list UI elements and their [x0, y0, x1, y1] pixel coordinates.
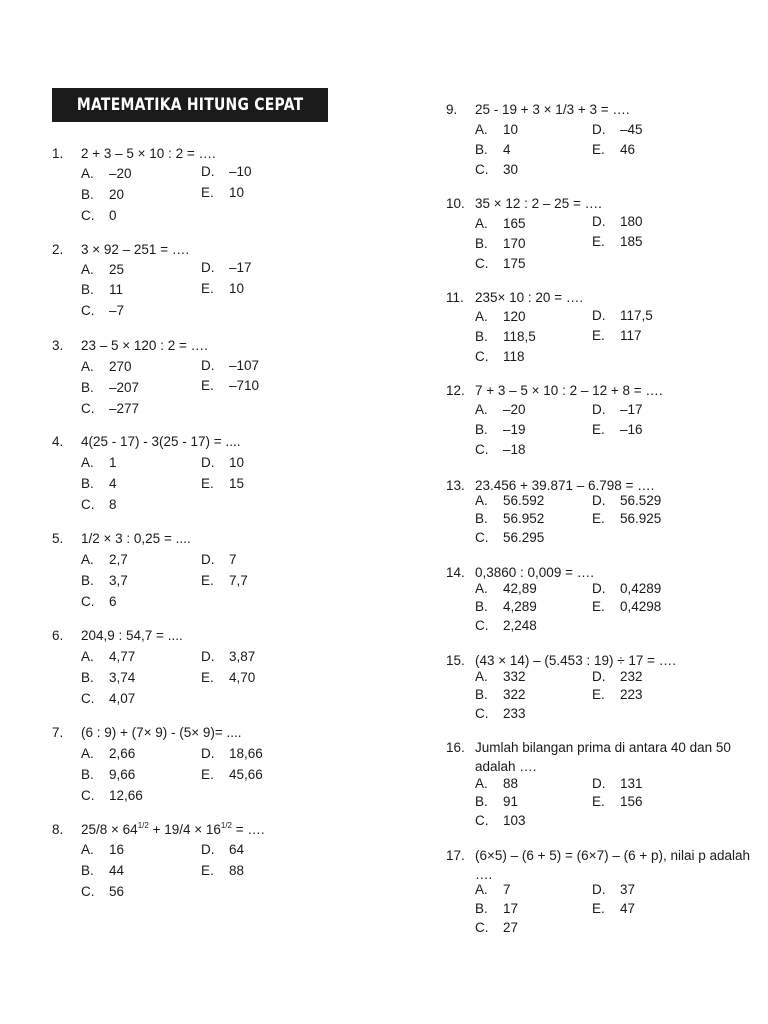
option-d: D. 117,5	[592, 308, 653, 323]
question-stem: 23 – 5 × 120 : 2 = ….	[81, 338, 208, 353]
option-d: D. 10	[201, 455, 245, 470]
question-stem: (6×5) – (6 + 5) = (6×7) – (6 + p), nilai p adalah ….	[475, 848, 751, 882]
question-stem: (6 : 9) + (7× 9) - (5× 9)= ....	[81, 725, 242, 740]
option-e: E. 46	[592, 142, 636, 157]
option-a: A. 56.592	[475, 493, 545, 508]
option-b: B. 3,7	[81, 573, 128, 588]
option-c: C. 56.295	[475, 530, 545, 545]
option-b: B. –207	[81, 380, 140, 395]
option-a: A. 165	[475, 216, 526, 231]
option-a: A. –20	[81, 166, 132, 181]
title-banner	[52, 88, 328, 122]
option-c: C. 103	[475, 813, 526, 828]
option-c: C. 30	[475, 162, 519, 177]
option-d: D. 0,4289	[592, 581, 662, 596]
question-stem: 204,9 : 54,7 = ....	[81, 628, 183, 643]
option-d: D. –17	[201, 260, 252, 275]
option-c: C. 56	[81, 884, 125, 899]
option-d: D. 37	[592, 882, 636, 897]
option-a: A. 7	[475, 882, 511, 897]
option-b: B. 118,5	[475, 329, 536, 344]
option-a: A. 10	[475, 122, 519, 137]
option-b: B. 322	[475, 687, 526, 702]
option-d: D. –45	[592, 122, 643, 137]
option-c: C. 6	[81, 594, 117, 609]
option-e: E. 88	[201, 863, 245, 878]
option-c: C. 27	[475, 920, 519, 935]
option-c: C. 4,07	[81, 691, 136, 706]
option-b: B. 4	[81, 476, 117, 491]
option-b: B. 17	[475, 901, 519, 916]
option-d: D. 56.529	[592, 493, 662, 508]
option-a: A. 120	[475, 309, 526, 324]
option-a: A. –20	[475, 402, 526, 417]
option-e: E. 0,4298	[592, 599, 662, 614]
question-stem: 23.456 + 39.871 – 6.798 = ….	[475, 478, 655, 493]
option-d: D. 64	[201, 842, 245, 857]
option-b: B. 11	[81, 282, 124, 297]
option-e: E. 4,70	[201, 670, 256, 685]
option-a: A. 88	[475, 776, 519, 791]
option-d: D. 18,66	[201, 746, 263, 761]
option-d: D. –107	[201, 358, 260, 373]
option-d: D. 131	[592, 776, 643, 791]
option-c: C. 233	[475, 706, 526, 721]
page-title: MATEMATIKA HITUNG CEPAT	[76, 95, 304, 115]
option-e: E. 15	[201, 476, 245, 491]
option-e: E. 10	[201, 281, 245, 296]
option-c: C. 2,248	[475, 618, 537, 633]
option-e: E. –16	[592, 422, 643, 437]
question-stem: 2 + 3 – 5 × 10 : 2 = ….	[81, 146, 216, 161]
option-c: C. –277	[81, 401, 140, 416]
question-stem: (43 × 14) – (5.453 : 19) ÷ 17 = ….	[475, 653, 677, 668]
option-d: D. 7	[201, 552, 237, 567]
option-a: A. 1	[81, 455, 117, 470]
option-e: E. 10	[201, 185, 245, 200]
option-a: A. 25	[81, 262, 125, 277]
question-stem: $25/8 \times 64^{1/2} + 19/4 \times 16^{1/2}$ = ….	[81, 821, 265, 837]
option-e: E. 156	[592, 794, 643, 809]
option-a: A. 42,89	[475, 581, 537, 596]
option-c: C. 0	[81, 208, 117, 223]
option-d: D. 3,87	[201, 649, 256, 664]
option-a: A. 332	[475, 669, 526, 684]
option-d: D. –17	[592, 402, 643, 417]
option-e: E. 56.925	[592, 511, 662, 526]
option-b: B. 44	[81, 863, 125, 878]
option-e: E. 7,7	[201, 573, 248, 588]
option-a: A. 2,66	[81, 746, 136, 761]
question-stem: 0,3860 : 0,009 = ….	[475, 565, 594, 580]
option-c: C. 12,66	[81, 788, 143, 803]
option-a: A. 270	[81, 359, 132, 374]
question-stem: 4(25 - 17) - 3(25 - 17) = ....	[81, 434, 241, 449]
option-d: D. –10	[201, 164, 252, 179]
option-c: C. 118	[475, 349, 525, 364]
option-b: B. 170	[475, 236, 526, 251]
option-b: B. 56.952	[475, 511, 545, 526]
option-e: E. 185	[592, 234, 643, 249]
option-b: B. 3,74	[81, 670, 136, 685]
option-e: E. 47	[592, 901, 636, 916]
option-b: B. 20	[81, 187, 125, 202]
option-b: B. 4	[475, 142, 511, 157]
option-e: E. 45,66	[201, 767, 263, 782]
option-e: E. 223	[592, 687, 643, 702]
option-c: C. –7	[81, 303, 125, 318]
option-b: B. –19	[475, 422, 526, 437]
question-stem: 3 × 92 – 251 = ….	[81, 242, 190, 257]
option-c: C. 8	[81, 497, 117, 512]
question-stem: 35 × 12 : 2 – 25 = ….	[475, 196, 602, 211]
option-c: C. 175	[475, 256, 526, 271]
question-stem: Jumlah bilangan prima di antara 40 dan 50 adalah ….	[475, 740, 731, 774]
option-a: A. 16	[81, 842, 125, 857]
option-e: E. –710	[201, 378, 260, 393]
question-stem: 1/2 × 3 : 0,25 = ....	[81, 531, 191, 546]
option-b: B. 91	[475, 794, 519, 809]
option-b: B. 9,66	[81, 767, 136, 782]
option-c: C. –18	[475, 442, 526, 457]
option-d: D. 180	[592, 214, 643, 229]
option-e: E. 117	[592, 328, 642, 343]
option-a: A. 4,77	[81, 649, 136, 664]
question-stem: 235× 10 : 20 = ….	[475, 290, 584, 305]
option-b: B. 4,289	[475, 599, 537, 614]
option-d: D. 232	[592, 669, 643, 684]
question-stem: 7 + 3 – 5 × 10 : 2 – 12 + 8 = ….	[475, 383, 663, 398]
option-a: A. 2,7	[81, 552, 128, 567]
question-stem: 25 - 19 + 3 × 1/3 + 3 = ….	[475, 102, 630, 117]
